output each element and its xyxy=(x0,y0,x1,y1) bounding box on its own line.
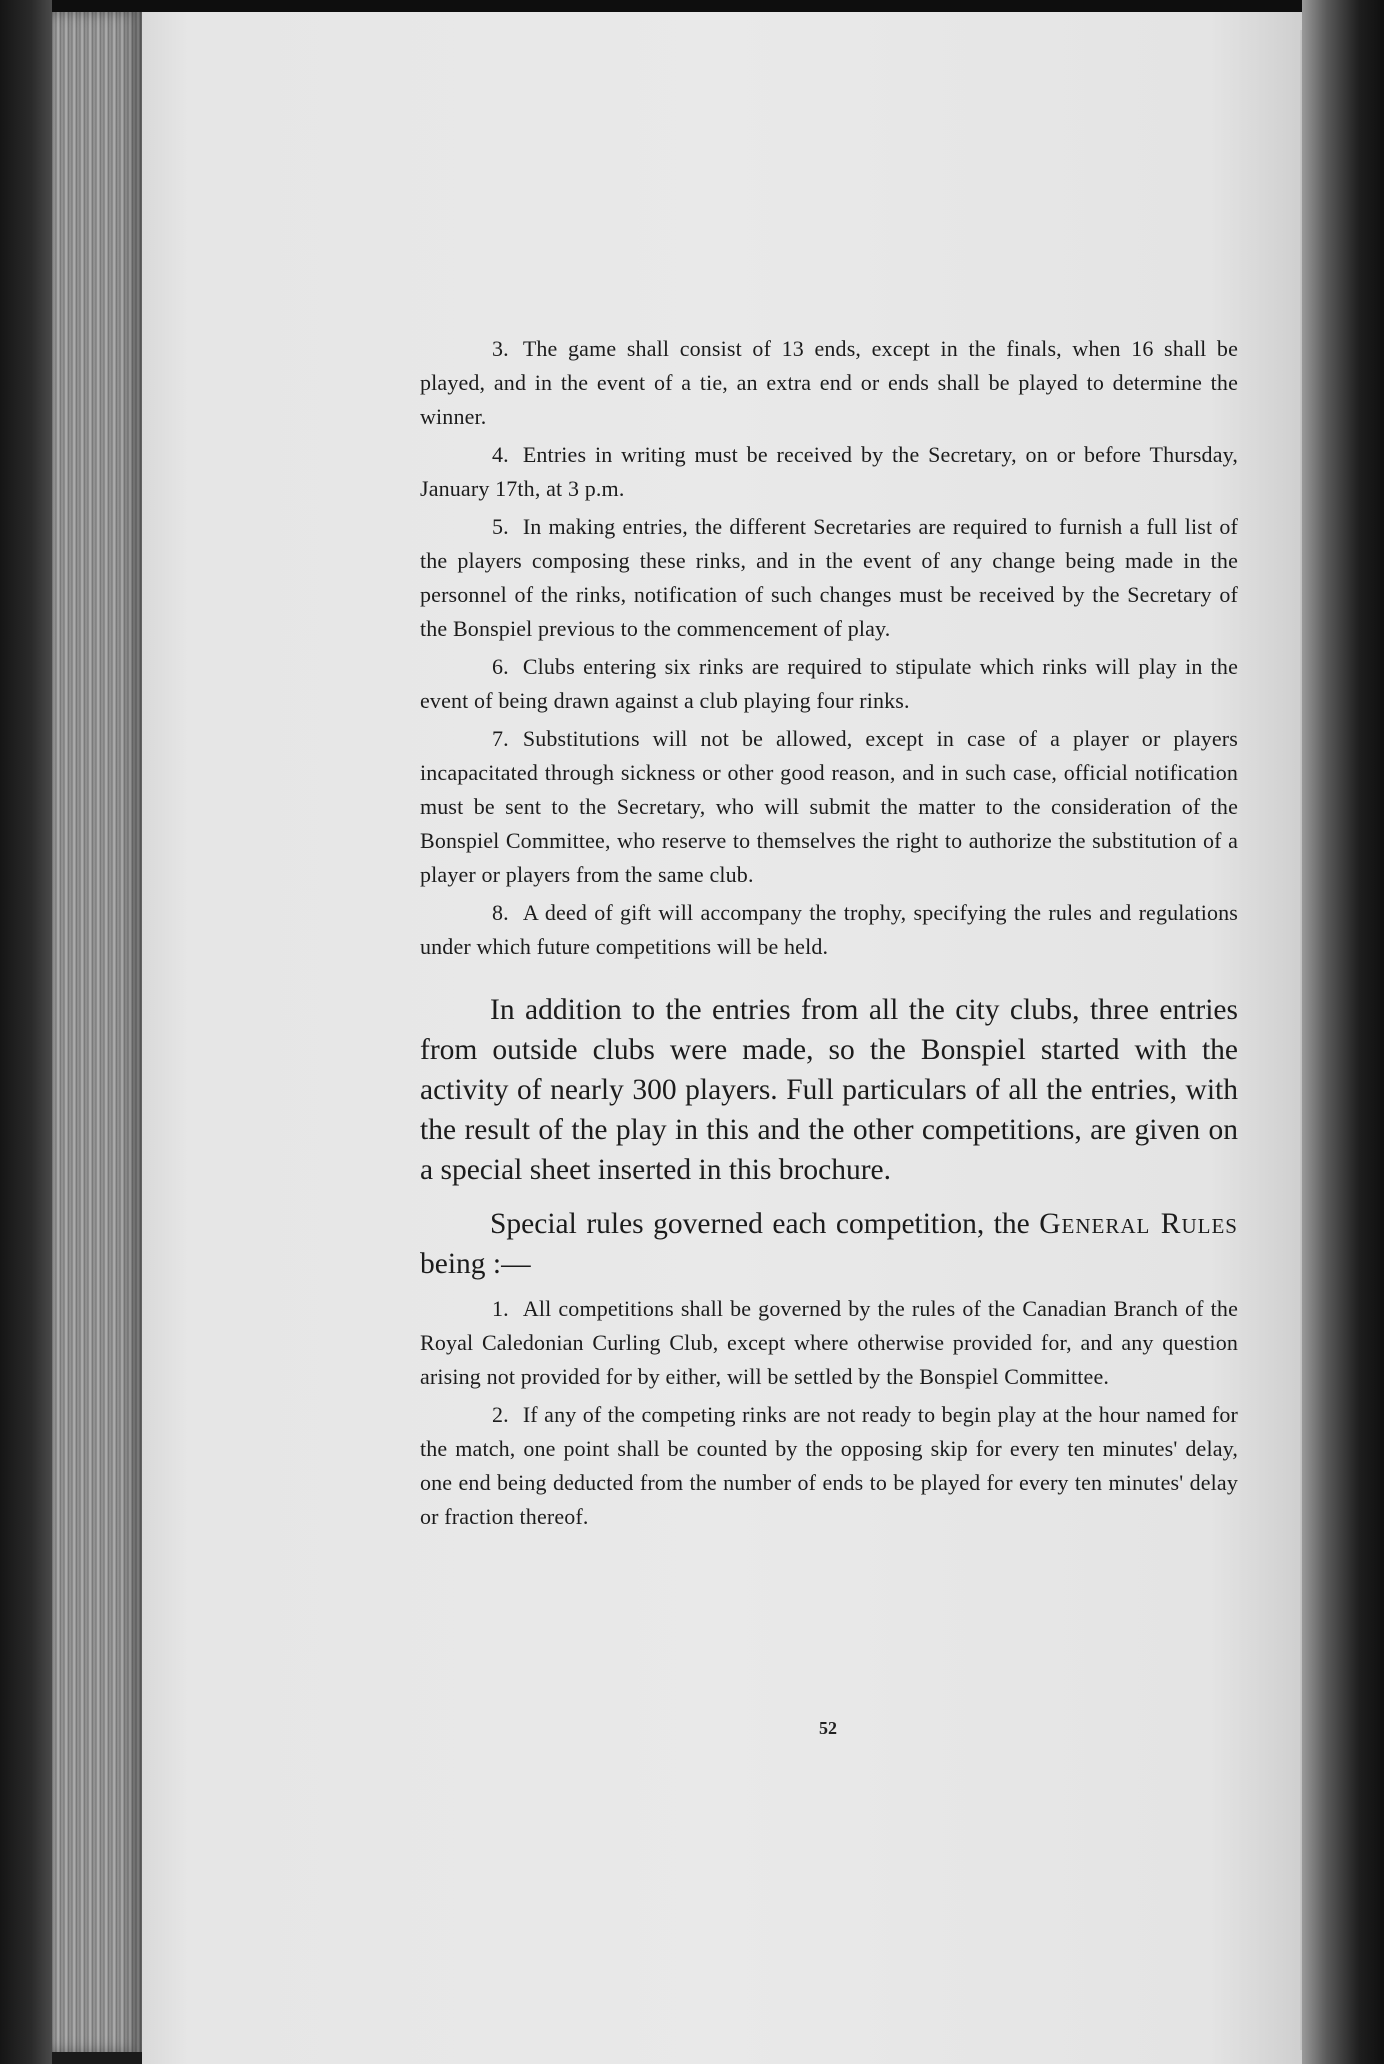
rule-number: 3. xyxy=(492,336,509,361)
rule-item xyxy=(420,1398,1238,1534)
rule-number: 6. xyxy=(492,654,509,679)
rule-item xyxy=(420,332,1238,434)
rule-text: In making entries, the different Secretaries are required to furnish a full list of the players composing these rinks, and in the event of any change being made in the personnel of the rinks, notification of such changes must be received by the Secretary of the Bonspiel previous to the commencement of play. xyxy=(420,514,1238,641)
rule-text: If any of the competing rinks are not ready to begin play at the hour named for the match, one point shall be counted by the opposing skip for every ten minutes' delay, one end being deducted from the number of ends to be played for every ten minutes' delay or fraction thereof. xyxy=(420,1402,1238,1529)
narrative-paragraph: In addition to the entries from all the city clubs, three entries from outside clubs were made, so the Bonspiel started with the activity of nearly 300 players. Full particulars of all the entries, with the result of the play in this and the other competitions, are given on a special sheet inserted in this brochure. xyxy=(420,994,1238,1186)
rule-number: 7. xyxy=(492,726,509,751)
rule-number: 1. xyxy=(492,1296,509,1321)
scan-border-right xyxy=(1302,0,1384,2064)
rule-number: 8. xyxy=(492,900,509,925)
rule-number: 5. xyxy=(492,514,509,539)
intro-lead: Special rules governed each competition, the xyxy=(490,1208,1030,1240)
general-rules-heading: General Rules xyxy=(1039,1208,1238,1240)
rule-text: Clubs entering six rinks are required to stipulate which rinks will play in the event of being drawn against a club playing four rinks. xyxy=(420,654,1238,713)
page-number: 52 xyxy=(819,1718,837,1738)
rule-text: All competitions shall be governed by the rules of the Canadian Branch of the Royal Caledonian Curling Club, except where otherwise provided for, and any question arising not provided for by either, will be settled by the Bonspiel Committee. xyxy=(420,1296,1238,1389)
rule-item xyxy=(420,1292,1238,1394)
rule-number: 2. xyxy=(492,1402,509,1427)
rule-item xyxy=(420,896,1238,964)
scan-border-left xyxy=(0,0,52,2064)
rule-item xyxy=(420,722,1238,892)
intro-tail: being :— xyxy=(420,1248,531,1280)
rule-item xyxy=(420,438,1238,506)
rule-number: 4. xyxy=(492,442,509,467)
book-page-edges xyxy=(52,12,142,2052)
rule-text: Entries in writing must be received by the Secretary, on or before Thursday, January 17th, at 3 p.m. xyxy=(420,442,1238,501)
rule-text: A deed of gift will accompany the trophy, specifying the rules and regulations under which future competitions will be held. xyxy=(420,900,1238,959)
rule-text: The game shall consist of 13 ends, except in the finals, when 16 shall be played, and in the event of a tie, an extra end or ends shall be played to determine the winner. xyxy=(420,336,1238,429)
rules-list-a xyxy=(420,332,1238,964)
rules-list-b xyxy=(420,1292,1238,1534)
rule-item xyxy=(420,650,1238,718)
rule-text: Substitutions will not be allowed, except in case of a player or players incapacitated through sickness or other good reason, and in such case, official notification must be sent to the Secretary, who will submit the matter to the consideration of the Bonspiel Committee, who reserve to themselves the right to authorize the substitution of a player or players from the same club. xyxy=(420,726,1238,887)
general-rules-intro xyxy=(420,1204,1238,1284)
rule-item xyxy=(420,510,1238,646)
page-content xyxy=(420,332,1238,1538)
